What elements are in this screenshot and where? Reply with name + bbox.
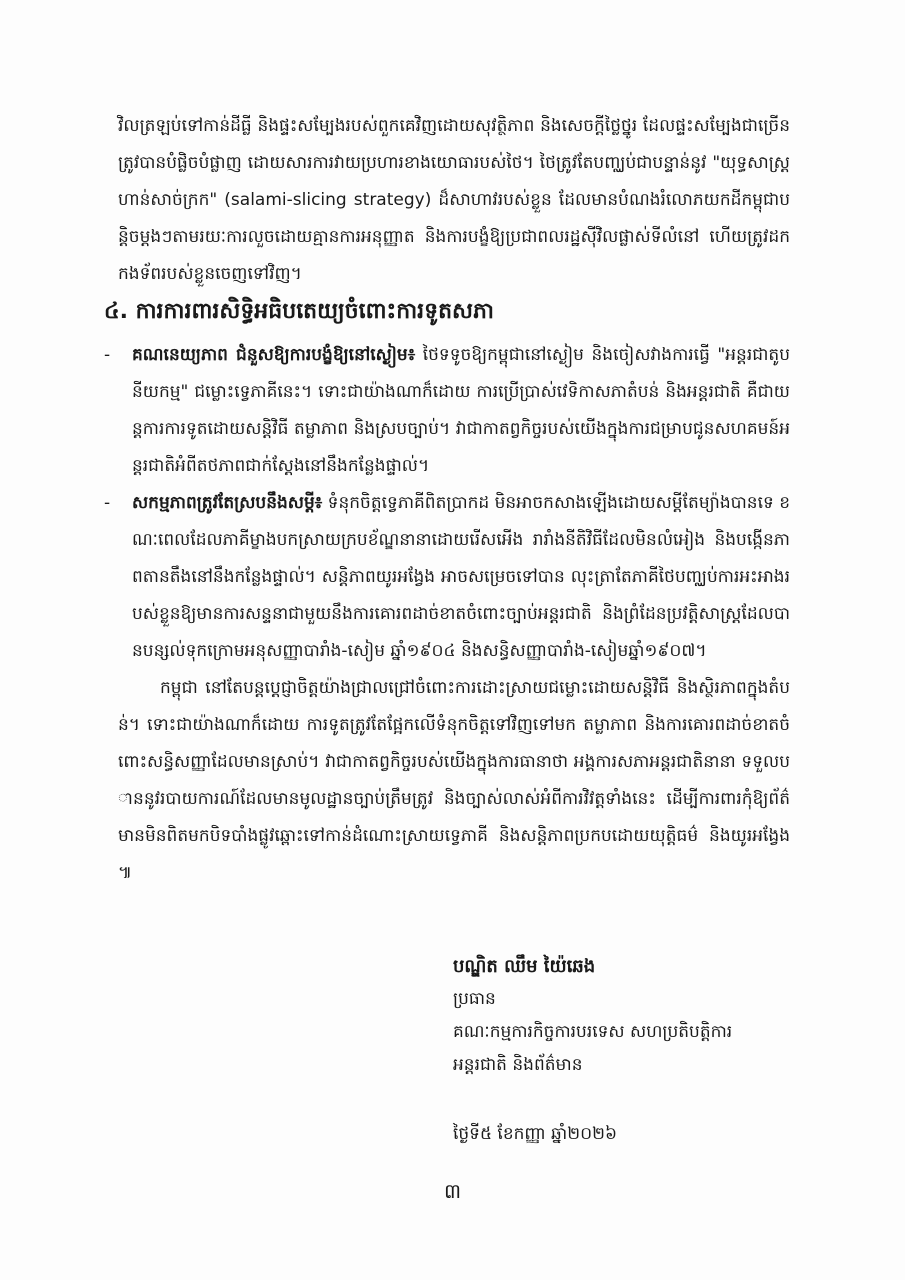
committee-line-2: អន្តរជាតិ និងព័ត៌មាន bbox=[453, 1055, 583, 1075]
bullet-item bbox=[104, 337, 790, 485]
bullet-text: ទំនុកចិត្តទ្វេភាគីពិតប្រាកដ មិនអាចកសាងឡើងដោយសម្តីតែម្យ៉ាងបានទេ ខណៈពេលដែលភាគីម្ខាងបកស្រាយក្របខ័ណ្ឌនានាដោយរើសអើង រារាំងនីតិវិធីដែលមិនលំអៀង និងបង្កើនភាពតានតឹងនៅនឹងកន្លែងផ្ទាល់។ សន្តិភាពយូរអង្វែង អាចសម្រេចទៅបាន លុះត្រាតែភាគីថៃបញ្ឈប់ការអះអាងរបស់ខ្លួនឱ្យមានការសន្ទនាជាមួយនឹងការគោរពដាច់ខាតចំពោះច្បាប់អន្តរជាតិ និងព្រំដែនប្រវត្តិសាស្ត្រដែលបានបន្សល់ទុកក្រោមអនុសញ្ញាបារាំង-សៀម ឆ្នាំ១៩០៤ និងសន្ធិសញ្ញាបារាំង-សៀមឆ្នាំ១៩០៧។ bbox=[132, 493, 790, 661]
document-date: ថ្ងៃទី៥ ខែកញ្ញា ឆ្នាំ២០២៦ bbox=[453, 1124, 618, 1144]
page-number: ៣ bbox=[443, 1179, 462, 1203]
closing-paragraph: កម្ពុជា នៅតែបន្តប្តេជ្ញាចិត្តយ៉ាងជ្រាលជ្រៅចំពោះការដោះស្រាយជម្លោះដោយសន្តិវិធី និងស្ថិរភាពក្នុងតំបន់។ ទោះជាយ៉ាងណាក៏ដោយ ការទូតត្រូវតែផ្អែកលើទំនុកចិត្តទៅវិញទៅមក តម្លាភាព និងការគោរពដាច់ខាតចំពោះសន្ធិសញ្ញាដែលមានស្រាប់។ វាជាកាតព្វកិច្ចរបស់យើងក្នុងការធានាថា អង្គការសភាអន្តរជាតិនានា ទទួលបាននូវរបាយការណ៍ដែលមានមូលដ្ឋានច្បាប់ត្រឹមត្រូវ និងច្បាស់លាស់អំពីការវិវត្តទាំងនេះ ដើម្បីការពារកុំឱ្យព័ត៌មានមិនពិតមកបិទបាំងផ្លូវឆ្ពោះទៅកាន់ដំណោះស្រាយទ្វេភាគី និងសន្តិភាពប្រកបដោយយុត្តិធម៌ និងយូរអង្វែង៕ bbox=[118, 678, 790, 883]
committee-line-1: គណៈកម្មការកិច្ចការបរទេស សហប្រតិបត្តិការ bbox=[453, 1022, 733, 1042]
section-bullet-list bbox=[104, 337, 790, 670]
section-heading: ៤. ការការពារសិទ្ធិអធិបតេយ្យចំពោះការទូតសភា bbox=[104, 299, 494, 324]
bullet-dash: - bbox=[104, 493, 111, 513]
bullet-dash: - bbox=[104, 345, 111, 365]
bullet-lead: សកម្មភាពត្រូវតែស្របនឹងសម្តី៖ bbox=[132, 493, 323, 513]
intro-paragraph: វិលត្រឡប់ទៅកាន់ដីធ្លី និងផ្ទះសម្បែងរបស់ពួកគេវិញដោយសុវត្ថិភាព និងសេចក្តីថ្លៃថ្នូរ ដែលផ្ទះសម្បែងជាច្រើនត្រូវបានបំផ្លិចបំផ្លាញ ដោយសារការវាយប្រហារខាងយោធារបស់ថៃ។ ថៃត្រូវតែបញ្ឈប់ជាបន្ទាន់នូវ "យុទ្ធសាស្ត្រហាន់សាច់ក្រក" (salami-slicing strategy) ដ៏សាហាវរបស់ខ្លួន ដែលមានបំណងរំលោភយកដីកម្ពុជាបន្តិចម្តងៗតាមរយៈការលួចដោយគ្មានការអនុញ្ញាត និងការបង្ខំឱ្យប្រជាពលរដ្ឋស៊ីវិលផ្លាស់ទីលំនៅ ហើយត្រូវដកកងទ័ពរបស់ខ្លួនចេញទៅវិញ។ bbox=[118, 116, 790, 284]
bullet-item bbox=[104, 485, 790, 670]
document-body bbox=[104, 108, 790, 892]
bullet-text: ថៃទទូចឱ្យកម្ពុជានៅស្ងៀម និងចៀសវាងការធ្វើ "អន្តរជាតូបនីយកម្ម" ជម្លោះទ្វេភាគីនេះ។ ទោះជាយ៉ាងណាក៏ដោយ ការប្រើប្រាស់វេទិកាសភាតំបន់ និងអន្តរជាតិ គឺជាយន្តការការទូតដោយសន្តិវិធី តម្លាភាព និងស្របច្បាប់។ វាជាកាតព្វកិច្ចរបស់យើងក្នុងការជម្រាបជូនសហគមន៍អន្តរជាតិអំពីតថភាពជាក់ស្តែងនៅនឹងកន្លែងផ្ទាល់។ bbox=[132, 345, 790, 476]
signatory-name: បណ្ឌិត ឈឹម យ៉ៃឆេង bbox=[453, 956, 596, 977]
bullet-lead: គណនេយ្យភាព ជំនួសឱ្យការបង្ខំឱ្យនៅស្ងៀម៖ bbox=[132, 345, 416, 365]
signature-block bbox=[453, 950, 813, 1151]
signatory-title: ប្រធាន bbox=[453, 989, 496, 1009]
